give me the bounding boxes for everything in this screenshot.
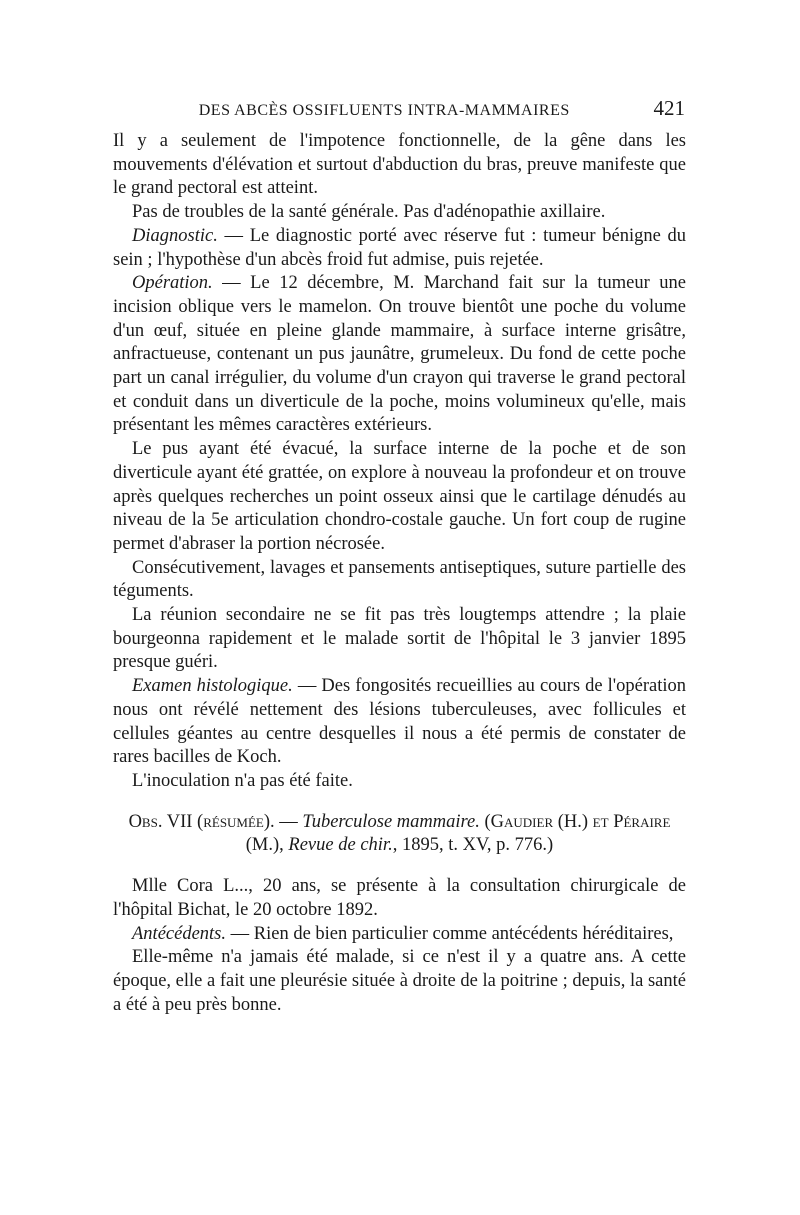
paragraph-text: — Le diagnostic porté avec réserve fut : tumeur bénigne du sein ; l'hypothèse d'un abcès froid fut admise, puis rejetée. <box>113 225 686 270</box>
paragraph: Elle-même n'a jamais été malade, si ce n'est il y a quatre ans. A cette époque, elle a fait une pleurésie située à droite de la poitrine ; depuis, la santé a été à peu près bonne. <box>113 947 686 1015</box>
page-body <box>113 130 686 1017</box>
paragraph: Il y a seulement de l'impotence fonctionnelle, de la gêne dans les mouvements d'élévation et surtout d'abduction du bras, preuve manifeste que le grand pectoral est atteint. <box>113 131 686 199</box>
paragraph-diagnostic <box>113 225 686 272</box>
obs-authors: (Gaudier (H.) et Péraire (M.), <box>245 811 671 856</box>
paragraph-text: — Des fongosités recueillies au cours de l'opération nous ont révélé nettement des lésions tuberculeuses, avec follicules et cellules géantes au centre desquelles il nous a été permis de constater de rares bacilles de Koch. <box>113 676 686 768</box>
obs-reference: , 1895, t. XV, p. 776.) <box>392 835 554 856</box>
obs-label: Obs. VII (résumée). — <box>128 811 303 832</box>
section-label: Opération. <box>132 273 213 294</box>
paragraph-operation <box>113 272 686 438</box>
obs-title: Tuberculose mammaire. <box>302 811 480 832</box>
page-header <box>115 96 685 121</box>
section-label: Diagnostic. <box>132 225 218 246</box>
paragraph-text: — Rien de bien particulier comme antécédents héréditaires, <box>226 923 674 944</box>
running-title: DES ABCÈS OSSIFLUENTS INTRA-MAMMAIRES <box>198 102 570 119</box>
paragraph: L'inoculation n'a pas été faite. <box>132 770 353 791</box>
paragraph-text: — Le 12 décembre, M. Marchand fait sur la tumeur une incision oblique vers le mamelon. On trouve bientôt une poche du volume d'un œuf, située en pleine glande mammaire, à surface interne grisâtre, anfractueuse, contenant un pus jaunâtre, grumeleux. Du fond de cette poche part un canal irrégulier, du volume d'un crayon qui traverse le grand pectoral et conduit dans un diverticule de la poche, moins volumineux qu'elle, mais présentant les mêmes caractères extérieurs. <box>113 273 686 436</box>
page-number: 421 <box>653 96 685 120</box>
paragraph: Mlle Cora L..., 20 ans, se présente à la consultation chirurgicale de l'hôpital Bichat, le 20 octobre 1892. <box>113 876 686 920</box>
section-label: Examen histologique. <box>132 676 293 697</box>
paragraph-antecedents <box>113 923 686 947</box>
paragraph: La réunion secondaire ne se fit pas très lougtemps attendre ; la plaie bourgeonna rapidement et le malade sortit de l'hôpital le 3 janvier 1895 presque guéri. <box>113 605 686 673</box>
paragraph-histology <box>113 675 686 770</box>
section-label: Antécédents. <box>132 923 226 944</box>
paragraph: Consécutivement, lavages et pansements antiseptiques, suture partielle des téguments. <box>113 557 686 602</box>
paragraph: Pas de troubles de la santé générale. Pas d'adénopathie axillaire. <box>132 202 606 223</box>
observation-heading <box>113 811 686 858</box>
obs-journal: Revue de chir. <box>288 835 393 856</box>
paragraph: Le pus ayant été évacué, la surface interne de la poche et de son diverticule ayant été grattée, on explore à nouveau la profondeur et on trouve après quelques recherches un point osseux ainsi que le cartilage dénudés au niveau de la 5e articulation chondro-costale gauche. Un fort coup de rugine permet d'abraser la portion nécrosée. <box>113 439 686 554</box>
